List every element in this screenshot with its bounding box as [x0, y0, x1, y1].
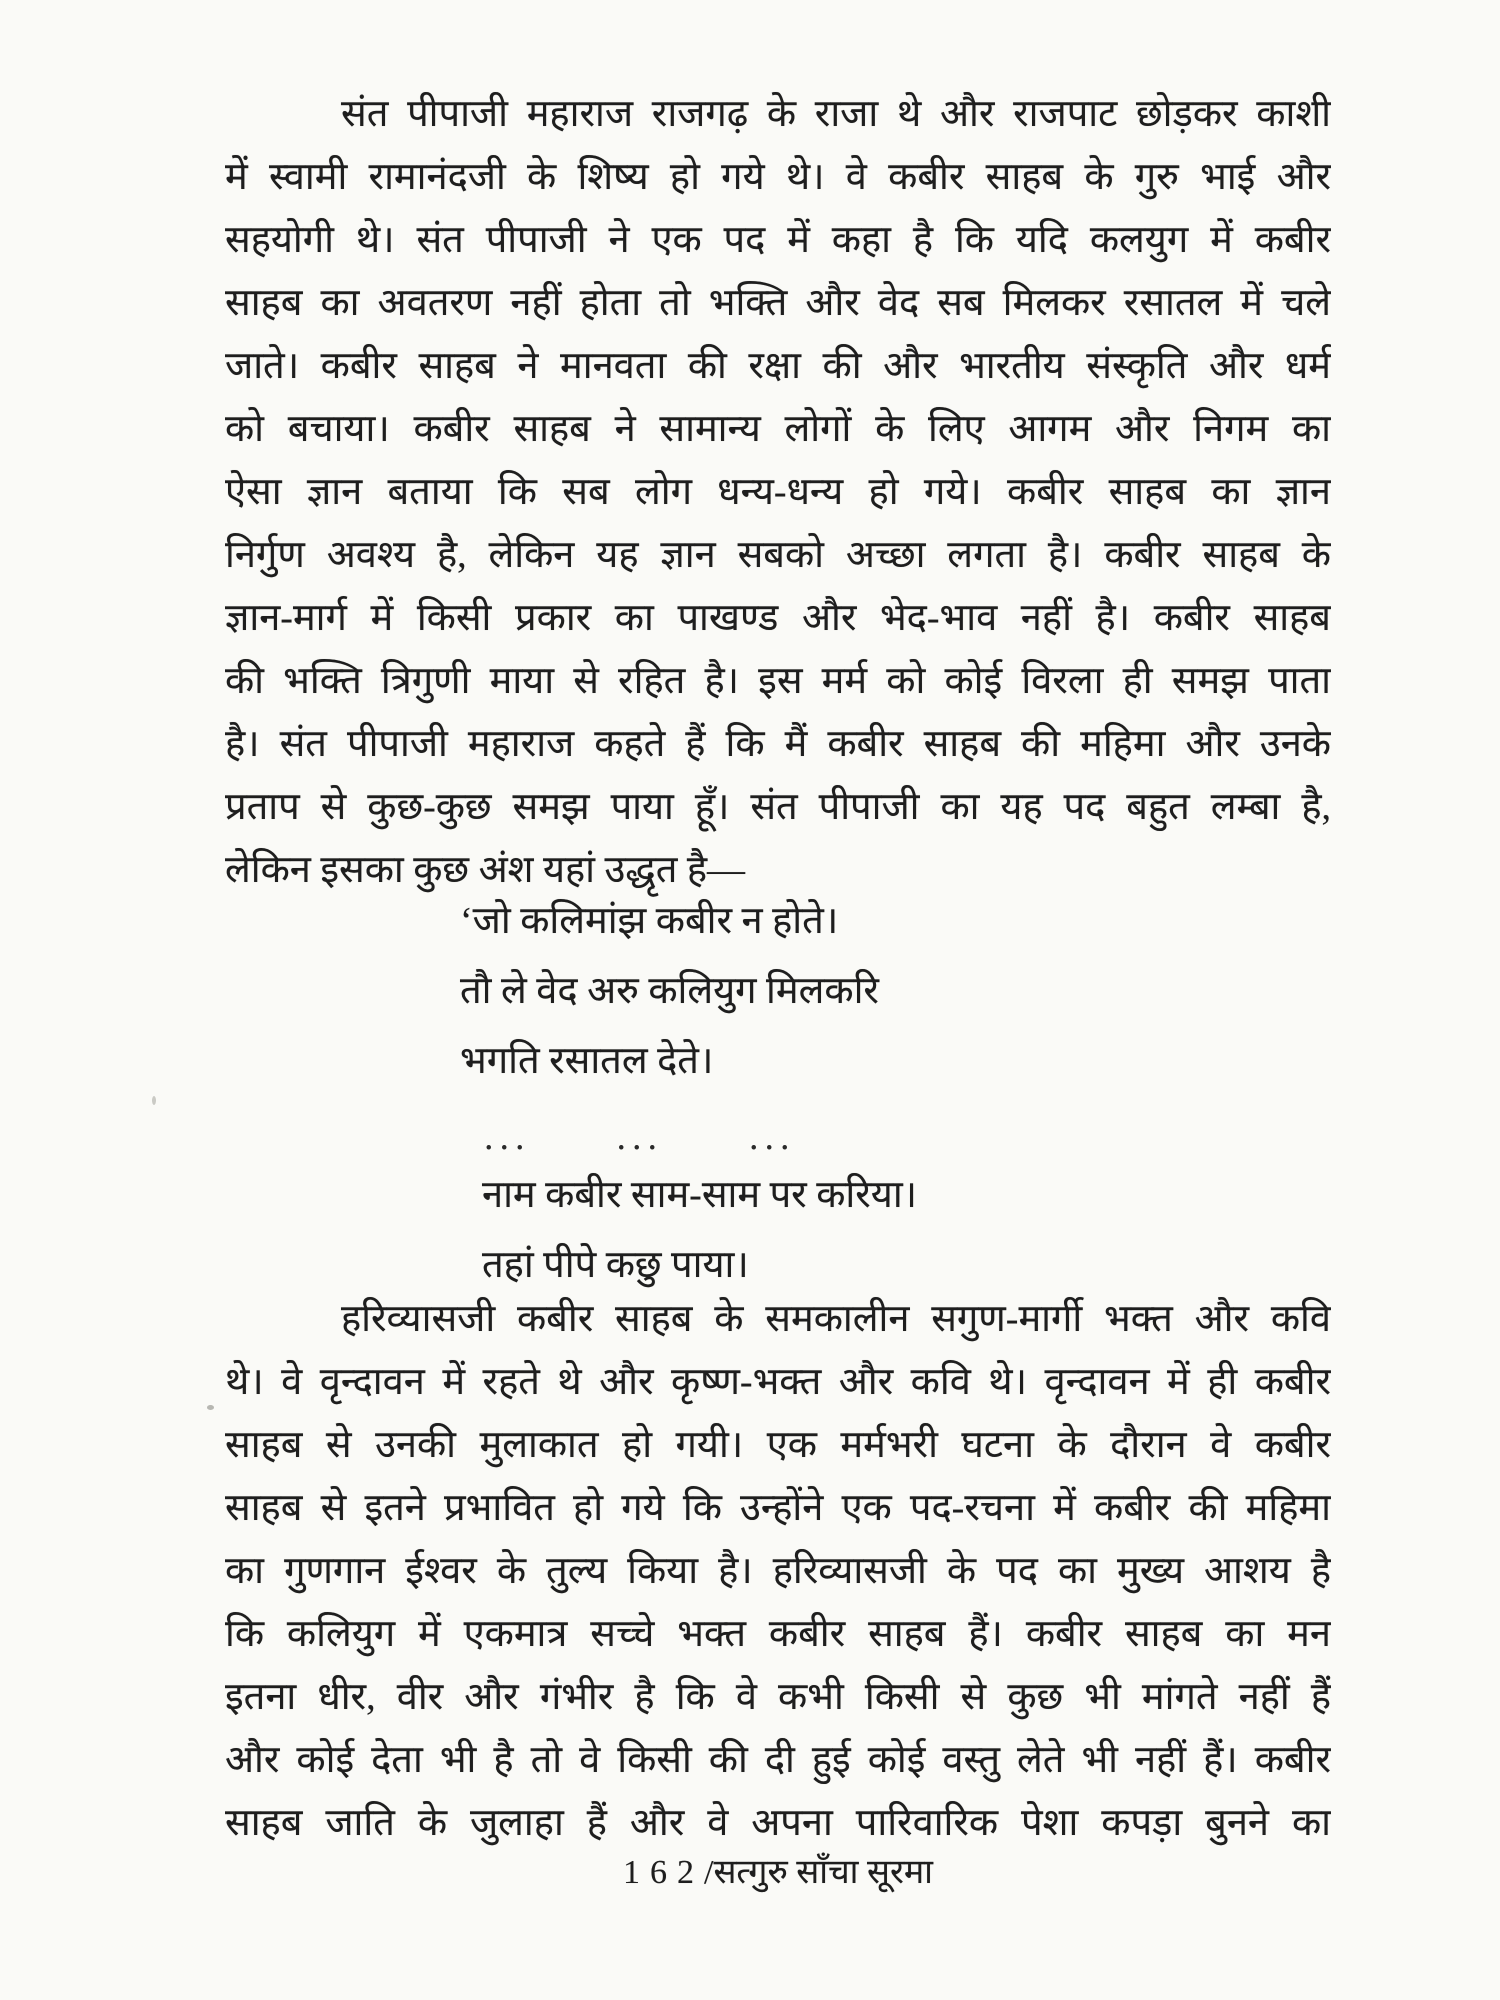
- ellipsis-group: ...: [484, 1116, 531, 1158]
- text-line: ज्ञान-मार्ग में किसी प्रकार का पाखण्ड और भेद-भाव नहीं है। कबीर साहब: [225, 597, 1331, 639]
- text-line: हरिव्यासजी कबीर साहब के समकालीन सगुण-मार्गी भक्त और कवि: [341, 1298, 1331, 1340]
- text-line: की भक्ति त्रिगुणी माया से रहित है। इस मर्म को कोई विरला ही समझ पाता: [225, 660, 1331, 702]
- text-line: लेकिन इसका कुछ अंश यहां उद्धृत है—: [225, 849, 746, 891]
- text-line: जाते। कबीर साहब ने मानवता की रक्षा की और भारतीय संस्कृति और धर्म: [225, 345, 1331, 387]
- text-line: है। संत पीपाजी महाराज कहते हैं कि मैं कबीर साहब की महिमा और उनके: [225, 723, 1331, 765]
- paragraph-1: [225, 83, 1331, 902]
- text-line: सहयोगी थे। संत पीपाजी ने एक पद में कहा है कि यदि कलयुग में कबीर: [225, 219, 1331, 261]
- text-line: और कोई देता भी है तो वे किसी की दी हुई कोई वस्तु लेते भी नहीं हैं। कबीर: [225, 1739, 1331, 1781]
- verse-stanza-1: [460, 886, 879, 1096]
- text-line: कि कलियुग में एकमात्र सच्चे भक्त कबीर साहब हैं। कबीर साहब का मन: [225, 1613, 1331, 1655]
- text-line: को बचाया। कबीर साहब ने सामान्य लोगों के लिए आगम और निगम का: [225, 408, 1331, 450]
- page-footer: [225, 1850, 1331, 1896]
- text-line: इतना धीर, वीर और गंभीर है कि वे कभी किसी से कुछ भी मांगते नहीं हैं: [225, 1676, 1331, 1718]
- text-line: साहब का अवतरण नहीं होता तो भक्ति और वेद सब मिलकर रसातल में चले: [225, 282, 1331, 324]
- text-line: में स्वामी रामानंदजी के शिष्य हो गये थे। वे कबीर साहब के गुरु भाई और: [225, 156, 1331, 198]
- text-line: साहब से उनकी मुलाकात हो गयी। एक मर्मभरी घटना के दौरान वे कबीर: [225, 1424, 1331, 1466]
- scan-artifact: [152, 1096, 156, 1105]
- page-number: 162: [623, 1854, 704, 1891]
- text-line: का गुणगान ईश्वर के तुल्य किया है। हरिव्यासजी के पद का मुख्य आशय है: [225, 1550, 1331, 1592]
- text-line: निर्गुण अवश्य है, लेकिन यह ज्ञान सबको अच्छा लगता है। कबीर साहब के: [225, 534, 1331, 576]
- verse-line: तहां पीपे कछु पाया।: [482, 1244, 749, 1286]
- book-title: सत्गुरु साँचा सूरमा: [713, 1854, 933, 1891]
- verse-ellipsis-row: [484, 1112, 882, 1162]
- text-line: साहब से इतने प्रभावित हो गये कि उन्होंने एक पद-रचना में कबीर की महिमा: [225, 1487, 1331, 1529]
- text-line: ऐसा ज्ञान बताया कि सब लोग धन्य-धन्य हो गये। कबीर साहब का ज्ञान: [225, 471, 1331, 513]
- verse-line: ‘जो कलिमांझ कबीर न होते।: [460, 900, 839, 942]
- text-line: संत पीपाजी महाराज राजगढ़ के राजा थे और राजपाट छोड़कर काशी: [341, 93, 1331, 135]
- scan-artifact: [207, 1405, 214, 1410]
- verse-line: भगति रसातल देते।: [460, 1040, 714, 1082]
- verse-stanza-2: [482, 1160, 917, 1300]
- verse-line: तौ ले वेद अरु कलियुग मिलकरि: [460, 970, 879, 1012]
- verse-line: नाम कबीर साम-साम पर करिया।: [482, 1174, 918, 1216]
- text-line: प्रताप से कुछ-कुछ समझ पाया हूँ। संत पीपाजी का यह पद बहुत लम्बा है,: [225, 786, 1331, 828]
- footer-separator: /: [704, 1854, 714, 1891]
- paragraph-2: [225, 1288, 1331, 1855]
- ellipsis-group: ...: [616, 1116, 663, 1158]
- ellipsis-group: ...: [749, 1116, 796, 1158]
- text-line: साहब जाति के जुलाहा हैं और वे अपना पारिवारिक पेशा कपड़ा बुनने का: [225, 1802, 1331, 1844]
- text-line: थे। वे वृन्दावन में रहते थे और कृष्ण-भक्त और कवि थे। वृन्दावन में ही कबीर: [225, 1361, 1331, 1403]
